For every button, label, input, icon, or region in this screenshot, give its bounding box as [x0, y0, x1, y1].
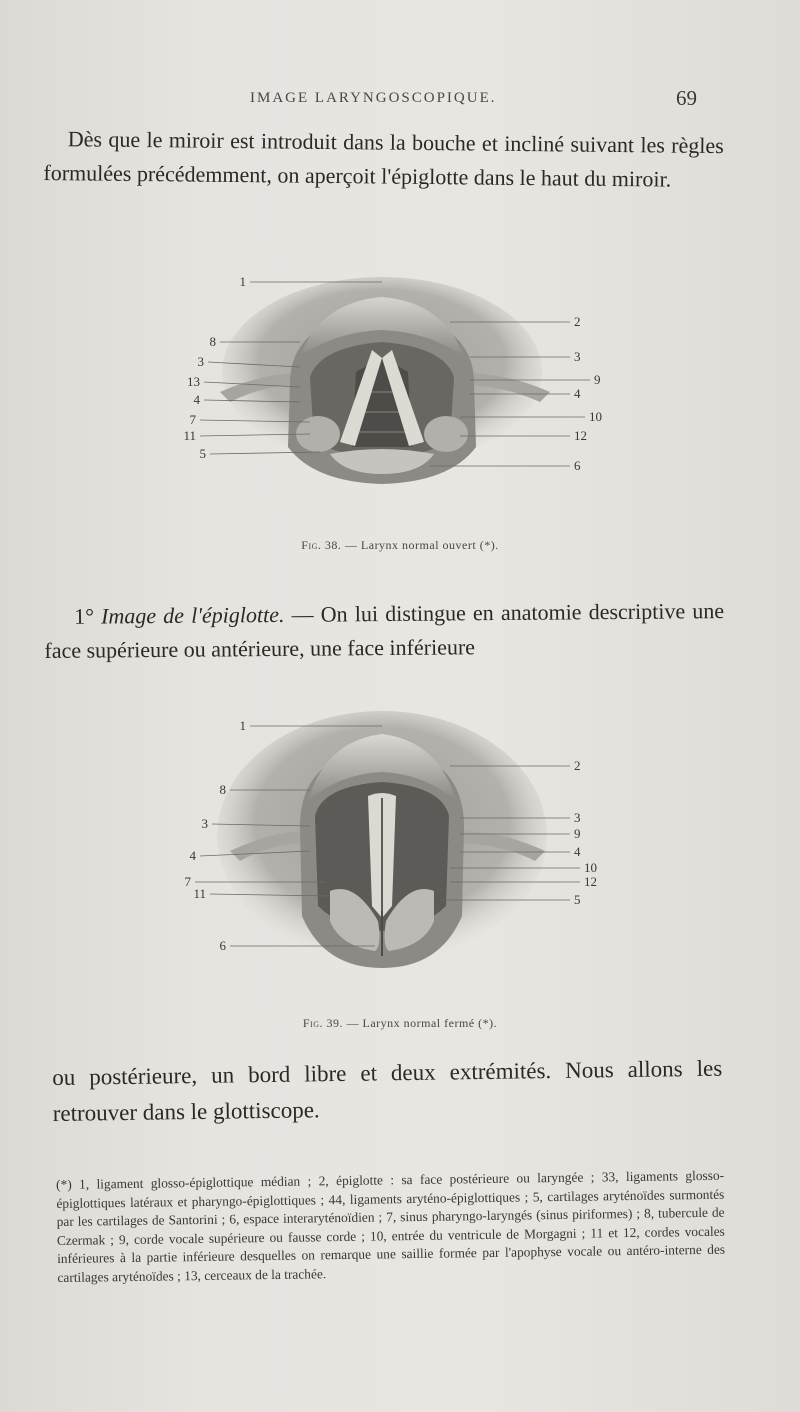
- callout-number: 3: [197, 354, 204, 369]
- callout-number: 9: [594, 372, 601, 387]
- callout-number: 7: [189, 412, 196, 427]
- running-head: [0, 86, 800, 116]
- callout-number: 1: [239, 718, 246, 733]
- paragraph-epiglotte: [44, 594, 725, 668]
- callout-number: 12: [574, 428, 587, 443]
- figure-38-illustration: [150, 262, 630, 492]
- callout-number: 4: [193, 392, 200, 407]
- callout-number: 3: [574, 349, 581, 364]
- section-title: Image de l'épiglotte.: [100, 601, 285, 629]
- page-number: 69: [676, 86, 697, 110]
- running-title: IMAGE LARYNGOSCOPIQUE.: [250, 90, 497, 106]
- larynx-closed-drawing: [150, 706, 630, 976]
- section-body: — On lui distingue en anatomie descriptive une face supérieure ou antérieure, une face inférieure: [44, 598, 725, 663]
- callout-number: 4: [574, 386, 581, 401]
- callout-number: 9: [574, 826, 581, 841]
- figure-38-title: — Larynx normal ouvert (*).: [341, 538, 499, 552]
- callout-number: 4: [574, 844, 581, 859]
- callout-number: 2: [574, 314, 581, 329]
- figure-39-illustration: [150, 706, 630, 976]
- callout-number: 5: [199, 446, 206, 461]
- callout-number: 6: [574, 458, 581, 473]
- callout-number: 5: [574, 892, 581, 907]
- paragraph-intro: Dès que le miroir est introduit dans la bouche et incliné suivant les règles formulées précédemment, on aperçoit l'épiglotte dans le haut du miroir.: [43, 126, 724, 192]
- callout-number: 13: [187, 374, 200, 389]
- callout-number: 7: [184, 874, 191, 889]
- figure-38-caption: [0, 538, 800, 553]
- section-number: 1°: [74, 603, 102, 629]
- callout-number: 11: [193, 886, 206, 901]
- figure-39-caption: [0, 1016, 800, 1031]
- larynx-open-drawing: [150, 262, 630, 492]
- figure-38-number: Fig. 38.: [301, 538, 342, 552]
- callout-number: 3: [201, 816, 208, 831]
- callout-number: 10: [584, 860, 597, 875]
- callout-number: 10: [589, 409, 602, 424]
- callout-number: 2: [574, 758, 581, 773]
- callout-number: 11: [183, 428, 196, 443]
- paragraph-continuation: ou postérieure, un bord libre et deux extrémités. Nous allons les retrouver dans le glottiscope.: [52, 1055, 723, 1126]
- callout-number: 8: [209, 334, 216, 349]
- callout-number: 1: [239, 274, 246, 289]
- callout-number: 3: [574, 810, 581, 825]
- callout-number: 12: [584, 874, 597, 889]
- callout-number: 6: [219, 938, 226, 953]
- callout-number: 8: [219, 782, 226, 797]
- footnote: (*) 1, ligament glosso-épiglottique médian ; 2, épiglotte : sa face postérieure ou laryngée ; 33, ligaments glosso-épiglottiques latéraux et pharyngo-épiglottiques ; 44, ligaments aryténo-épiglottiques ; 5, cartilages aryténoïdes surmontés par les cartilages de Santorini ; 6, espace interaryténoïdien ; 7, sinus pharyngo-laryngés (sinus piriformes) ; 8, tubercule de Czermak ; 9, corde vocale supérieure ou fausse corde ; 10, entrée du ventricule de Morgagni ; 11 et 12, cordes vocales inférieures à la partie inférieure desquelles on remarque une saillie formée par l'apophyse vocale ou antéro-interne des cartilages aryténoïdes ; 13, cerceaux de la trachée.: [56, 1167, 726, 1285]
- figure-39-number: Fig. 39.: [302, 1016, 343, 1030]
- callout-number: 4: [189, 848, 196, 863]
- figure-39-title: — Larynx normal fermé (*).: [343, 1016, 498, 1030]
